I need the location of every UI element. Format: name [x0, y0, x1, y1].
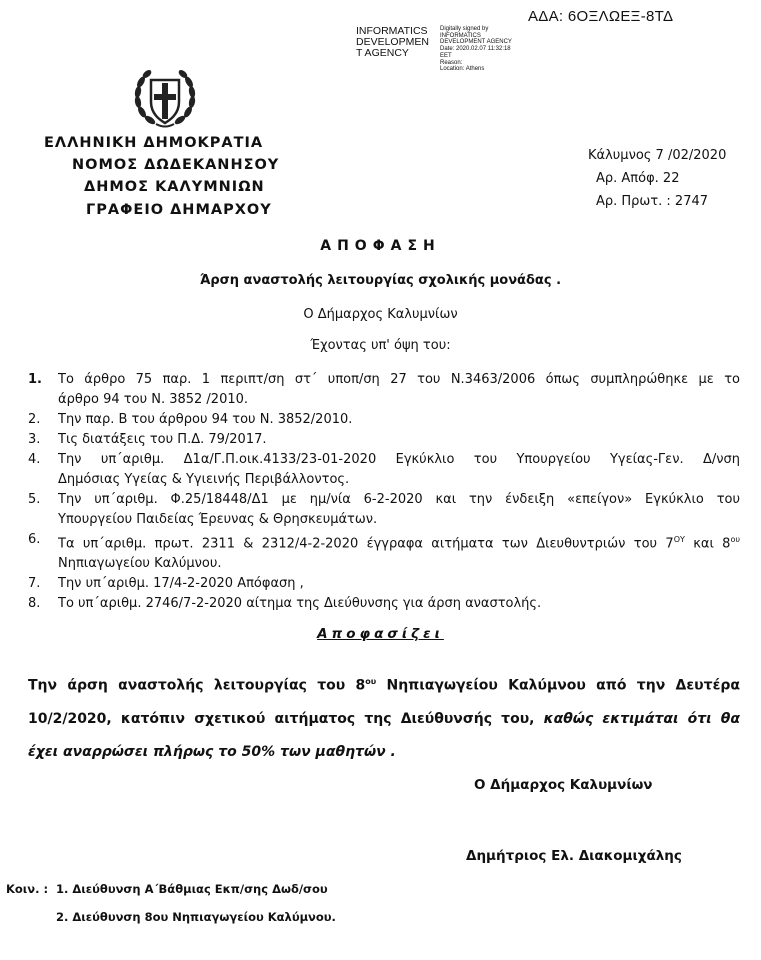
- digital-signature-org: [356, 26, 429, 59]
- item-text-continued: άρθρο 94 του Ν. 3852 /2010.: [58, 392, 249, 407]
- ordinal-superscript: ΟΥ: [673, 535, 685, 544]
- list-item: [28, 530, 740, 574]
- item-text-continued: Νηπιαγωγείου Καλύμνου.: [58, 556, 222, 572]
- document-subject: Άρση αναστολής λειτουργίας σχολικής μονάδας .: [199, 273, 562, 288]
- item-number: 5.: [28, 492, 41, 507]
- document-title: ΑΠΟΦΑΣΗ: [320, 238, 441, 254]
- item-number: 7.: [28, 576, 41, 592]
- list-item: [28, 594, 740, 614]
- signature-detail-line: Reason:: [440, 59, 463, 66]
- protocol-number: Αρ. Πρωτ. : 2747: [596, 194, 709, 209]
- list-item: [28, 370, 740, 410]
- decision-number: Αρ. Απόφ. 22: [596, 171, 680, 186]
- header-office: ΓΡΑΦΕΙΟ ΔΗΜΑΡΧΟΥ: [86, 202, 272, 218]
- header-prefecture: ΝΟΜΟΣ ΔΩΔΕΚΑΝΗΣΟΥ: [72, 157, 280, 173]
- decides-heading: Αποφασίζει: [317, 626, 444, 642]
- signature-detail-line: INFORMATICS: [440, 32, 481, 39]
- decision-text: Την άρση αναστολής λειτουργίας του 8: [28, 677, 366, 694]
- mayor-heading: Ο Δήμαρχος Καλυμνίων: [303, 307, 458, 322]
- distribution-label: Κοιν. :: [6, 882, 49, 896]
- list-item: [28, 410, 740, 430]
- decision-body: [28, 665, 740, 769]
- ordinal-superscript: ου: [365, 677, 377, 686]
- item-text-continued: Δημόσιας Υγείας & Υγιεινής Περιβάλλοντος.: [58, 472, 350, 487]
- list-item: [28, 430, 740, 450]
- considering-label: Έχοντας υπ' όψη του:: [310, 338, 451, 353]
- signature-detail-line: Digitally signed by: [440, 26, 489, 32]
- list-item: [28, 490, 740, 530]
- item-text: Την υπ΄αριθμ. 17/4-2-2020 Απόφαση ,: [58, 576, 304, 592]
- list-item: [28, 574, 740, 594]
- decision-text: 10/2/2020, κατόπιν σχετικού αιτήματος της Διεύθυνσής του,: [28, 710, 544, 727]
- item-text-continued: Υπουργείου Παιδείας Έρευνας & Θρησκευμάτων.: [58, 512, 378, 527]
- item-text: Τις διατάξεις του Π.Δ. 79/2017.: [58, 432, 267, 447]
- item-number: 6.: [28, 532, 41, 547]
- item-text: Το υπ΄αριθμ. 2746/7-2-2020 αίτημα της Διεύθυνσης για άρση αναστολής.: [58, 596, 542, 612]
- distribution-item: 2. Διεύθυνση 8ου Νηπιαγωγείου Καλύμνου.: [56, 910, 336, 924]
- decision-text: Νηπιαγωγείου Καλύμνου από την Δευτέρα: [376, 677, 741, 694]
- decision-text-italic: καθώς εκτιμάται ότι θα: [543, 710, 740, 727]
- header-republic: ΕΛΛΗΝΙΚΗ ΔΗΜΟΚΡΑΤΙΑ: [44, 135, 264, 151]
- item-text: [58, 530, 740, 554]
- digital-signature-details: [440, 26, 512, 73]
- item-number: 8.: [28, 596, 41, 612]
- signature-detail-line: EET: [440, 52, 452, 59]
- header-municipality: ΔΗΜΟΣ ΚΑΛΥΜΝΙΩΝ: [84, 179, 265, 195]
- considerations-list: [28, 370, 740, 614]
- item-text: Την παρ. Β του άρθρου 94 του Ν. 3852/2010.: [58, 412, 353, 427]
- signature-detail-line: DEVELOPMENT AGENCY: [440, 39, 512, 46]
- item-text: Την υπ΄αριθμ. Δ1α/Γ.Π.οικ.4133/23-01-2020 Εγκύκλιο του Υπουργείου Υγείας-Γεν. Δ/νση: [58, 452, 740, 467]
- item-text-part: Τα υπ΄αριθμ. πρωτ. 2311 & 2312/4-2-2020 έγγραφα αιτήματα των Διευθυντριών του 7: [58, 536, 674, 552]
- signature-role: Ο Δήμαρχος Καλυμνίων: [474, 777, 653, 793]
- item-text-part: και 8: [684, 536, 731, 552]
- item-text: Την υπ΄αριθμ. Φ.25/18448/Δ1 με ημ/νία 6-2-2020 και την ένδειξη «επείγον» Εγκύκλιο του: [58, 492, 740, 507]
- signature-detail-line: Location: Athens: [440, 66, 485, 73]
- document-date: Κάλυμνος 7 /02/2020: [588, 148, 727, 163]
- item-number: 1.: [28, 372, 42, 387]
- signature-org-line: DEVELOPMEN: [356, 36, 429, 48]
- greek-emblem-icon: [132, 66, 198, 130]
- item-number: 2.: [28, 412, 41, 427]
- signature-detail-line: Date: 2020.02.07 11:32:18: [440, 46, 511, 53]
- item-number: 4.: [28, 452, 41, 467]
- decision-text-italic: έχει αναρρώσει πλήρως το 50% των μαθητών .: [28, 743, 396, 760]
- decision-line: [28, 665, 740, 703]
- signature-org-line: INFORMATICS: [356, 25, 428, 37]
- item-text: Το άρθρο 75 παρ. 1 περιπτ/ση στ΄ υποπ/ση 27 του Ν.3463/2006 όπως συμπληρώθηκε με το: [58, 372, 740, 387]
- list-item: [28, 450, 740, 490]
- signature-org-line: T AGENCY: [356, 47, 409, 59]
- item-number: 3.: [28, 432, 41, 447]
- ada-code: ΑΔΑ: 6ΟΞΛΩΕΞ-8ΤΔ: [528, 8, 674, 25]
- decision-line: [28, 703, 740, 736]
- distribution-item: 1. Διεύθυνση Α΄Βάθμιας Εκπ/σης Δωδ/σου: [56, 882, 328, 896]
- signature-name: Δημήτριος Ελ. Διακομιχάλης: [466, 848, 682, 864]
- ordinal-superscript: ου: [730, 535, 740, 544]
